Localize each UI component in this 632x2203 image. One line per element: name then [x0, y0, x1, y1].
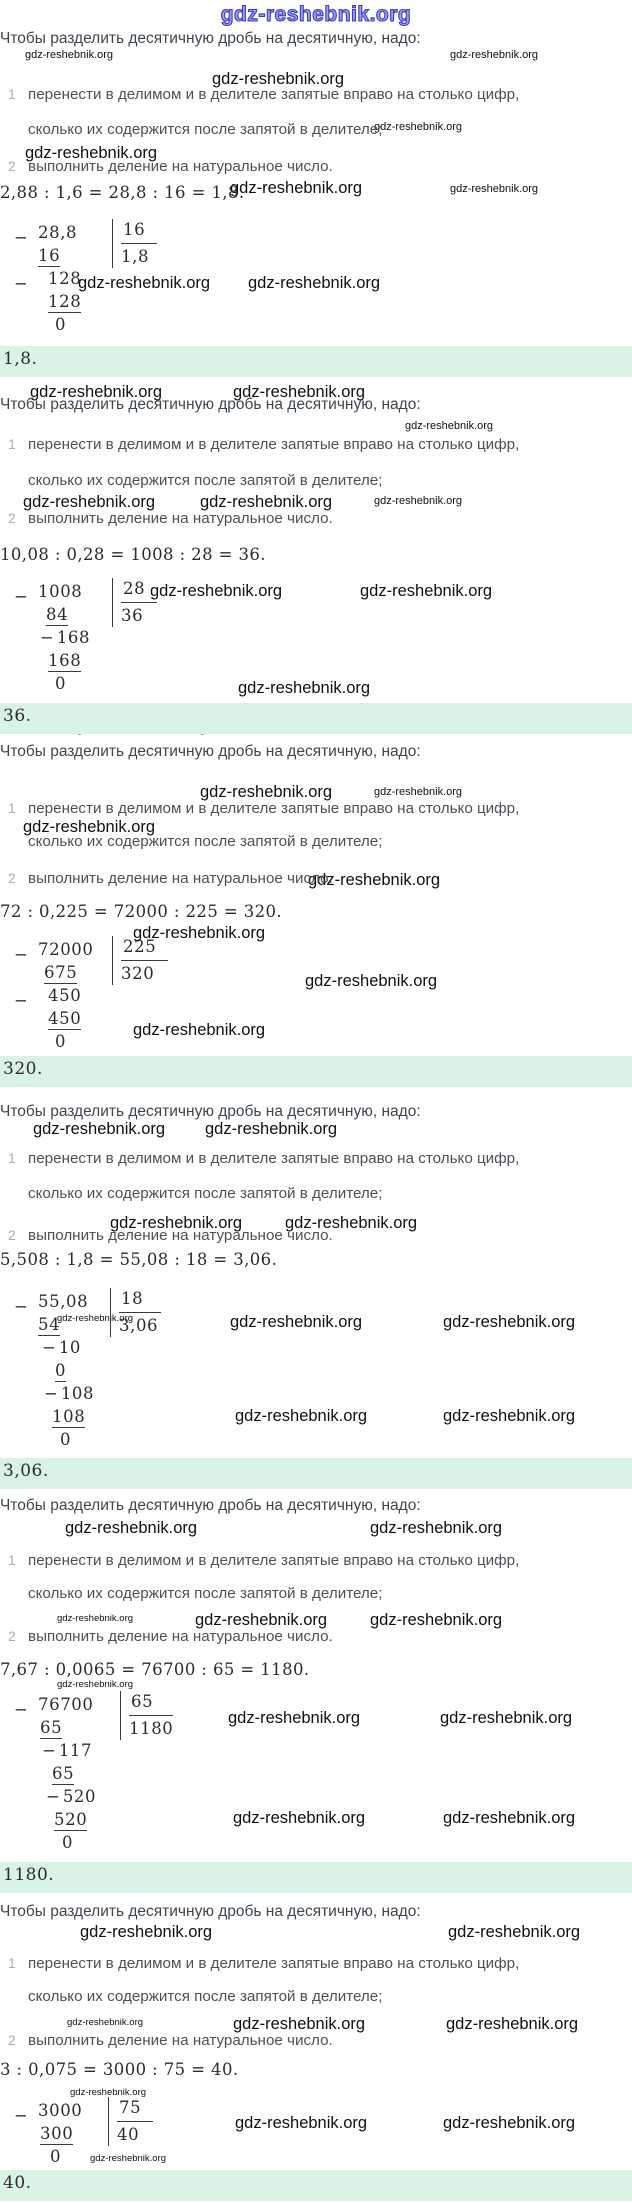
quotient: 1,8 — [121, 247, 150, 266]
step1-line2: сколько их содержится после запятой в делителе; — [28, 833, 383, 850]
division-number: 65 — [40, 1718, 63, 1737]
step2-text: выполнить деление на натуральное число. — [28, 510, 333, 527]
minus-icon: − — [14, 2106, 28, 2125]
rule-title: Чтобы разделить десятичную дробь на десятичную, надо: — [0, 396, 421, 413]
watermark-text: gdz-reshebnik.org — [70, 2087, 147, 2098]
watermark-text: gdz-reshebnik.org — [57, 1679, 134, 1690]
division-number: 108 — [52, 1407, 86, 1426]
step-number: 1 — [8, 1955, 16, 1971]
watermark-text: gdz-reshebnik.org — [238, 679, 371, 697]
division-number: 108 — [60, 1384, 95, 1403]
minus-icon: − — [42, 1338, 56, 1357]
answer-bar — [0, 1056, 632, 1087]
equation: 7,67 : 0,0065 = 76700 : 65 = 1180. — [0, 1660, 310, 1679]
step-number: 1 — [8, 436, 16, 452]
watermark-text: gdz-reshebnik.org — [308, 871, 441, 889]
division-number: 28,8 — [38, 223, 78, 242]
division-row — [0, 1336, 632, 1359]
step1-line2: сколько их содержится после запятой в делителе; — [28, 472, 383, 489]
quotient: 3,06 — [119, 1316, 159, 1335]
division-number: 55,08 — [38, 1292, 89, 1311]
equation: 5,508 : 1,8 = 55,08 : 18 = 3,06. — [0, 1250, 278, 1269]
minus-icon: − — [14, 228, 28, 247]
watermark-text: gdz-reshebnik.org — [33, 1120, 166, 1138]
rule-title: Чтобы разделить десятичную дробь на десятичную, надо: — [0, 743, 421, 760]
watermark-text: gdz-reshebnik.org — [212, 70, 345, 88]
division-number: 117 — [58, 1741, 93, 1760]
step2-text: выполнить деление на натуральное число. — [28, 1227, 333, 1244]
step2-text: выполнить деление на натуральное число. — [28, 158, 333, 175]
answer-bar — [0, 703, 632, 734]
minus-icon: − — [14, 1297, 28, 1316]
division-row — [0, 1808, 632, 1831]
step1-line2: сколько их содержится после запятой в делителе; — [28, 121, 383, 138]
division-number: 0 — [62, 1833, 74, 1852]
watermark-text: gdz-reshebnik.org — [443, 1407, 576, 1425]
division-row — [0, 1405, 632, 1428]
division-number: 300 — [40, 2124, 74, 2143]
step1-line2: сколько их содержится после запятой в делителе; — [28, 1988, 383, 2005]
watermark-text: gdz-reshebnik.org — [440, 1709, 573, 1727]
step-number: 2 — [8, 1227, 16, 1243]
watermark-text: gdz-reshebnik.org — [450, 183, 539, 195]
watermark-text: gdz-reshebnik.org — [57, 1613, 134, 1624]
watermark-text: gdz-reshebnik.org — [230, 1313, 363, 1331]
divisor: 65 — [129, 1691, 173, 1716]
watermark-text: gdz-reshebnik.org — [374, 495, 463, 507]
step1-line1: перенести в делимом и в делителе запятые вправо на столько цифр, — [28, 800, 520, 817]
divisor: 28 — [121, 578, 157, 603]
solution-section — [0, 1903, 632, 2203]
equation: 2,88 : 1,6 = 28,8 : 16 = 1,8. — [0, 183, 245, 202]
division-number: 3000 — [38, 2101, 83, 2120]
rule-title: Чтобы разделить десятичную дробь на десятичную, надо: — [0, 30, 421, 47]
watermark-text: gdz-reshebnik.org — [248, 274, 381, 292]
division-row — [0, 1030, 632, 1053]
watermark-text: gdz-reshebnik.org — [360, 582, 493, 600]
divisor: 75 — [117, 2097, 153, 2122]
answer-value: 1,8. — [3, 349, 38, 369]
division-number: 520 — [54, 1810, 88, 1829]
minus-icon: − — [46, 1787, 60, 1806]
answer-value: 40. — [3, 2173, 32, 2193]
minus-icon: − — [14, 274, 28, 293]
step2-text: выполнить деление на натуральное число. — [28, 870, 333, 887]
watermark-text: gdz-reshebnik.org — [200, 493, 333, 511]
division-row — [0, 1290, 632, 1316]
division-row — [0, 290, 632, 313]
division-number: 450 — [48, 986, 82, 1005]
division-number: 168 — [48, 651, 82, 670]
step1-line1: перенести в делимом и в делителе запятые вправо на столько цифр, — [28, 436, 520, 453]
division-number: 0 — [50, 2147, 62, 2166]
watermark-text: gdz-reshebnik.org — [443, 1809, 576, 1827]
step-number: 1 — [8, 1150, 16, 1166]
divisor-quotient-block — [112, 219, 157, 268]
division-number: 128 — [48, 269, 82, 288]
equation: 72 : 0,225 = 72000 : 225 = 320. — [0, 902, 283, 921]
division-number: 10 — [58, 1338, 82, 1357]
division-number: 450 — [48, 1009, 82, 1028]
divisor: 225 — [121, 936, 168, 961]
division-row — [0, 938, 632, 964]
divisor-quotient-block — [108, 2097, 153, 2146]
answer-value: 1180. — [3, 1865, 55, 1885]
watermark-text: gdz-reshebnik.org — [448, 1923, 581, 1941]
division-row — [0, 1313, 632, 1336]
step2-text: выполнить деление на натуральное число. — [28, 2032, 333, 2049]
solution-section — [0, 1103, 632, 1497]
watermark-text: gdz-reshebnik.org — [110, 1214, 243, 1232]
watermark-text: gdz-reshebnik.org — [443, 1313, 576, 1331]
division-row — [0, 221, 632, 247]
watermark-text: gdz-reshebnik.org — [235, 1407, 368, 1425]
answer-bar — [0, 1862, 632, 1893]
watermark-text: gdz-reshebnik.org — [370, 1519, 503, 1537]
divisor-quotient-block — [120, 1691, 173, 1740]
watermark-text: gdz-reshebnik.org — [67, 2017, 144, 2028]
watermark-text: gdz-reshebnik.org — [443, 2114, 576, 2132]
minus-icon: − — [14, 991, 28, 1010]
division-row — [0, 649, 632, 672]
division-row — [0, 626, 632, 649]
step2-text: выполнить деление на натуральное число. — [28, 1628, 333, 1645]
solution-section — [0, 1497, 632, 1903]
watermark-text: gdz-reshebnik.org — [25, 49, 114, 61]
division-number: 0 — [60, 1430, 72, 1449]
division-row — [0, 1831, 632, 1854]
division-row — [0, 603, 632, 626]
watermark-text: gdz-reshebnik.org — [230, 179, 363, 197]
division-row — [0, 1359, 632, 1382]
division-number: 675 — [44, 963, 78, 982]
rule-title: Чтобы разделить десятичную дробь на десятичную, надо: — [0, 1103, 421, 1120]
equation: 10,08 : 0,28 = 1008 : 28 = 36. — [0, 545, 266, 564]
step1-line2: сколько их содержится после запятой в делителе; — [28, 1185, 383, 1202]
site-logo[interactable]: gdz-reshebnik.org — [220, 3, 412, 26]
step-number: 2 — [8, 158, 16, 174]
solution-section — [0, 383, 632, 743]
step-number: 2 — [8, 2032, 16, 2048]
division-number: 54 — [38, 1315, 61, 1334]
rule-title: Чтобы разделить десятичную дробь на десятичную, надо: — [0, 1497, 421, 1514]
divisor-quotient-block — [112, 578, 157, 627]
watermark-text: gdz-reshebnik.org — [305, 972, 438, 990]
quotient: 36 — [121, 606, 144, 625]
watermark-text: gdz-reshebnik.org — [285, 1214, 418, 1232]
watermark-text: gdz-reshebnik.org — [405, 420, 494, 432]
divisor-quotient-block — [112, 936, 168, 985]
watermark-text: gdz-reshebnik.org — [235, 2114, 368, 2132]
long-division — [0, 580, 632, 695]
watermark-text: gdz-reshebnik.org — [23, 493, 156, 511]
division-number: 16 — [38, 246, 61, 265]
step-number: 2 — [8, 1628, 16, 1644]
division-number: 0 — [55, 1361, 67, 1380]
division-row — [0, 267, 632, 293]
minus-icon: − — [14, 945, 28, 964]
division-number: 76700 — [38, 1695, 94, 1714]
division-row — [0, 984, 632, 1010]
minus-icon: − — [14, 1700, 28, 1719]
long-division — [0, 221, 632, 336]
watermark-text: gdz-reshebnik.org — [195, 1611, 328, 1629]
watermark-text: gdz-reshebnik.org — [25, 144, 158, 162]
quotient: 40 — [117, 2125, 140, 2144]
watermark-text: gdz-reshebnik.org — [228, 1709, 361, 1727]
division-number: 72000 — [38, 940, 94, 959]
step-number: 2 — [8, 870, 16, 886]
step-number: 2 — [8, 510, 16, 526]
step-number: 1 — [8, 800, 16, 816]
division-row — [0, 244, 632, 267]
division-number: 0 — [55, 315, 67, 334]
division-row — [0, 961, 632, 984]
division-row — [0, 2122, 632, 2145]
division-row — [0, 1716, 632, 1739]
minus-icon: − — [14, 587, 28, 606]
division-row — [0, 1739, 632, 1762]
step1-line1: перенести в делимом и в делителе запятые вправо на столько цифр, — [28, 1955, 520, 1972]
division-number: 0 — [55, 674, 67, 693]
step-number: 1 — [8, 1552, 16, 1568]
division-number: 168 — [56, 628, 91, 647]
minus-icon: − — [40, 628, 54, 647]
watermark-text: gdz-reshebnik.org — [78, 274, 211, 292]
quotient: 320 — [121, 964, 155, 983]
step1-line1: перенести в делимом и в делителе запятые вправо на столько цифр, — [28, 86, 520, 103]
division-number: 84 — [46, 605, 69, 624]
divisor: 16 — [121, 219, 157, 244]
division-row — [0, 1382, 632, 1405]
divisor-quotient-block — [110, 1288, 161, 1337]
watermark-text: gdz-reshebnik.org — [150, 582, 283, 600]
watermark-text: gdz-reshebnik.org — [374, 786, 463, 798]
division-row — [0, 672, 632, 695]
division-row — [0, 313, 632, 336]
solution-section — [0, 743, 632, 1103]
division-row — [0, 1428, 632, 1451]
step-number: 1 — [8, 86, 16, 102]
watermark-text: gdz-reshebnik.org — [233, 2015, 366, 2033]
watermark-text: gdz-reshebnik.org — [205, 1120, 338, 1138]
watermark-text: gdz-reshebnik.org — [133, 924, 266, 942]
answer-bar — [0, 2170, 632, 2201]
watermark-text: gdz-reshebnik.org — [65, 1519, 198, 1537]
answer-value: 3,06. — [3, 1461, 49, 1481]
division-row — [0, 1007, 632, 1030]
division-row — [0, 1785, 632, 1808]
watermark-text: gdz-reshebnik.org — [200, 783, 333, 801]
division-row — [0, 1762, 632, 1785]
equation: 3 : 0,075 = 3000 : 75 = 40. — [0, 2060, 239, 2079]
long-division — [0, 938, 632, 1053]
quotient: 1180 — [129, 1719, 174, 1738]
division-number: 65 — [52, 1764, 75, 1783]
long-division — [0, 2099, 632, 2168]
watermark-text: gdz-reshebnik.org — [80, 1923, 213, 1941]
minus-icon: − — [42, 1741, 56, 1760]
step1-line2: сколько их содержится после запятой в делителе; — [28, 1585, 383, 1602]
answer-bar — [0, 1458, 632, 1489]
step1-line1: перенести в делимом и в делителе запятые вправо на столько цифр, — [28, 1150, 520, 1167]
division-number: 128 — [48, 292, 82, 311]
watermark-text: gdz-reshebnik.org — [374, 121, 463, 133]
watermark-text: gdz-reshebnik.org — [233, 1809, 366, 1827]
watermark-text: gdz-reshebnik.org — [450, 49, 539, 61]
answer-value: 36. — [3, 706, 32, 726]
division-number: 520 — [62, 1787, 97, 1806]
minus-icon: − — [44, 1384, 58, 1403]
division-row — [0, 580, 632, 606]
watermark-text: gdz-reshebnik.org — [446, 2015, 579, 2033]
divisor: 18 — [119, 1288, 161, 1313]
watermark-text: gdz-reshebnik.org — [233, 383, 366, 401]
watermark-text: gdz-reshebnik.org — [57, 1313, 134, 1324]
answer-bar — [0, 346, 632, 377]
watermark-text: gdz-reshebnik.org — [133, 1021, 266, 1039]
watermark-text: gdz-reshebnik.org — [30, 383, 163, 401]
watermark-text: gdz-reshebnik.org — [90, 2153, 167, 2164]
watermark-text: gdz-reshebnik.org — [370, 1611, 503, 1629]
rule-title: Чтобы разделить десятичную дробь на десятичную, надо: — [0, 1903, 421, 1920]
solution-section — [0, 28, 632, 383]
long-division — [0, 1290, 632, 1451]
answer-value: 320. — [3, 1059, 43, 1079]
division-row — [0, 2145, 632, 2168]
division-number: 0 — [55, 1032, 67, 1051]
step1-line1: перенести в делимом и в делителе запятые вправо на столько цифр, — [28, 1552, 520, 1569]
division-number: 1008 — [38, 582, 83, 601]
long-division — [0, 1693, 632, 1854]
watermark-text: gdz-reshebnik.org — [23, 818, 156, 836]
